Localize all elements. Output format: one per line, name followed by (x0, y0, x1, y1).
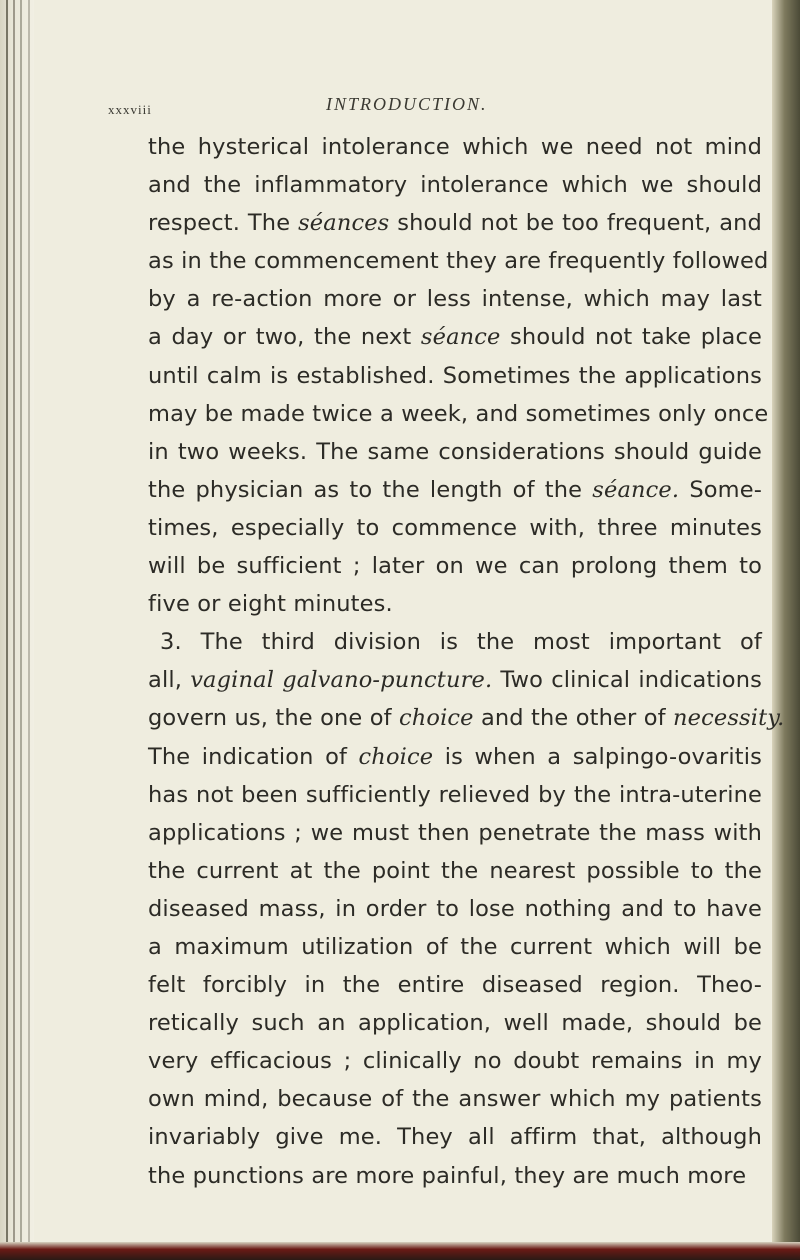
text-run: all, (148, 667, 191, 694)
text-line (148, 318, 762, 356)
text-line (148, 852, 762, 890)
page-bottom-edge (0, 1242, 800, 1260)
text-line (148, 1042, 762, 1080)
text-line (148, 395, 769, 433)
book-binding-edge (0, 0, 34, 1260)
binding-line (28, 0, 30, 1260)
text-run: the current at the point the nearest possible to the (148, 857, 762, 884)
text-line (148, 433, 762, 471)
text-line (148, 547, 762, 585)
page-fore-edge (772, 0, 800, 1260)
text-run: 3. The third division is the most important of (160, 629, 762, 656)
text-line (148, 585, 762, 623)
running-title: INTRODUCTION. (326, 94, 488, 114)
italic-term: necessity. (673, 705, 785, 732)
page-number: xxxviii (108, 102, 152, 117)
text-run: retically such an application, well made, should be (148, 1010, 762, 1037)
text-run: a day or two, the next (148, 324, 421, 351)
text-line (148, 966, 762, 1004)
body-text (148, 128, 785, 1195)
page-content (108, 88, 785, 1195)
text-run: and the inflammatory intolerance which we should (148, 172, 762, 199)
text-line (148, 623, 762, 661)
text-line (148, 776, 762, 814)
text-run: as in the commencement they are frequently followed (148, 248, 769, 275)
text-run: diseased mass, in order to lose nothing and to have (148, 895, 762, 922)
text-run: should not take place (500, 324, 762, 351)
text-line (148, 1080, 762, 1118)
italic-term: choice (358, 743, 434, 770)
text-run: The indication of (148, 743, 359, 770)
text-run: five or eight minutes. (148, 591, 393, 618)
text-run: the physician as to the length of the (148, 476, 593, 503)
text-line (148, 928, 762, 966)
text-run: applications ; we must then penetrate the mass with (148, 819, 762, 846)
text-run: very efficacious ; clinically no doubt remains in my (148, 1048, 762, 1075)
text-run: and the other of (473, 705, 674, 732)
text-run: govern us, the one of (148, 705, 399, 732)
text-run: Some- (679, 476, 762, 503)
text-line (148, 280, 762, 318)
text-line (148, 738, 762, 776)
text-line (148, 128, 762, 166)
text-run: the punctions are more painful, they are much more (148, 1162, 747, 1189)
italic-term: séance (420, 324, 501, 351)
running-head (108, 88, 762, 128)
binding-line (13, 0, 15, 1260)
text-run: is when a salpingo-ovaritis (433, 743, 762, 770)
binding-line (6, 0, 8, 1260)
text-line (148, 890, 762, 928)
text-line (148, 166, 762, 204)
text-line (148, 1004, 762, 1042)
text-line (148, 357, 762, 395)
text-run: will be sufficient ; later on we can prolong them to (148, 553, 762, 580)
text-run: own mind, because of the answer which my patients (148, 1086, 762, 1113)
text-run: a maximum utilization of the current which will be (148, 933, 762, 960)
text-run: has not been sufficiently relieved by the intra-uterine (148, 781, 762, 808)
text-line (148, 661, 762, 699)
text-run: the hysterical intolerance which we need not mind (148, 134, 762, 160)
italic-term: choice (399, 705, 474, 732)
text-line (148, 204, 762, 242)
binding-line (20, 0, 22, 1260)
text-run: by a re-action more or less intense, which may last (148, 286, 762, 313)
text-run: in two weeks. The same considerations should guide (148, 438, 762, 465)
text-line (148, 471, 762, 509)
text-run: Two clinical indications (492, 667, 762, 694)
italic-term: séances (298, 210, 390, 237)
text-run: invariably give me. They all affirm that, although (148, 1124, 762, 1151)
text-line (148, 814, 762, 852)
text-run: felt forcibly in the entire diseased region. Theo- (148, 972, 762, 999)
text-line (148, 242, 769, 280)
text-run: should not be too frequent, and (389, 210, 762, 237)
italic-term: vaginal galvano-puncture. (190, 667, 493, 694)
text-run: times, especially to commence with, three minutes (148, 514, 762, 541)
text-run: respect. The (148, 210, 299, 237)
text-line (148, 1118, 762, 1156)
text-line (148, 1157, 762, 1195)
text-line (148, 509, 762, 547)
text-run: until calm is established. Sometimes the applications (148, 362, 762, 389)
text-run: may be made twice a week, and sometimes only once (148, 400, 769, 427)
text-line (148, 699, 785, 737)
italic-term: séance. (592, 476, 680, 503)
